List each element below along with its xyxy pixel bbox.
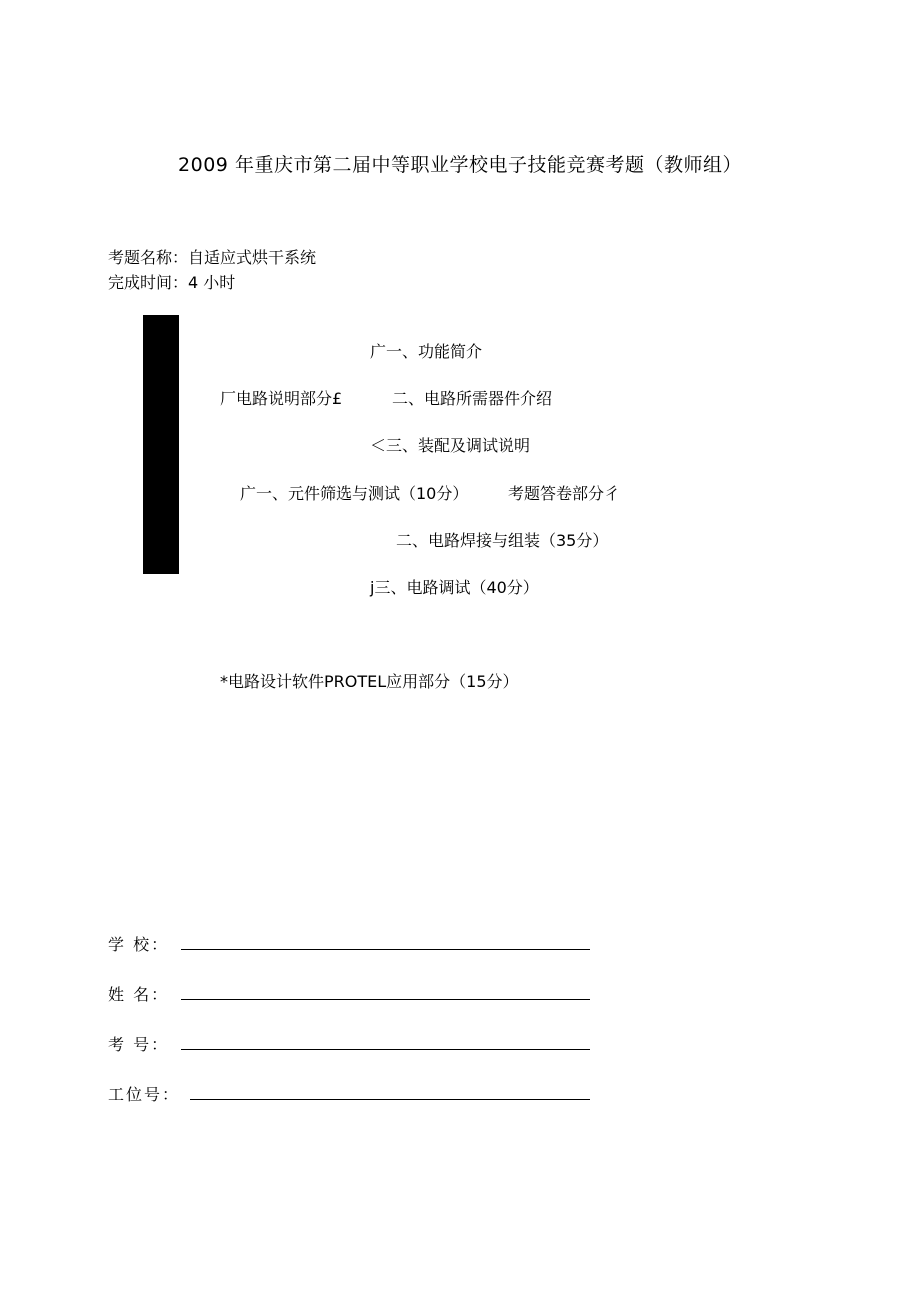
station-number-label: 工位号：: [108, 1085, 181, 1104]
outline-item-assembly-debug: ＜三、装配及调试说明: [370, 436, 531, 455]
school-label: 学 校：: [108, 935, 170, 954]
station-number-input-line[interactable]: [190, 1099, 590, 1100]
outline-item-protel-design: *电路设计软件PROTEL应用部分（15分）: [220, 672, 519, 691]
exam-duration: 完成时间：4 小时: [108, 273, 236, 292]
outline-item-component-testing: 广一、元件筛选与测试（10分）: [240, 484, 469, 503]
outline-section-answer-sheet: 考题答卷部分彳: [508, 484, 621, 503]
outline-section-circuit-description: 厂电路说明部分£: [220, 389, 343, 408]
name-input-line[interactable]: [181, 999, 590, 1000]
exam-number-label: 考 号：: [108, 1035, 170, 1054]
school-input-line[interactable]: [181, 949, 590, 950]
name-label: 姓 名：: [108, 985, 170, 1004]
outline-item-circuit-debug: j三、电路调试（40分）: [370, 578, 539, 597]
exam-number-input-line[interactable]: [181, 1049, 590, 1050]
outline-item-components-intro: 二、电路所需器件介绍: [392, 389, 553, 408]
page-title: 2009 年重庆市第二届中等职业学校电子技能竞赛考题（教师组）: [178, 154, 742, 176]
outline-item-soldering-assembly: 二、电路焊接与组装（35分）: [396, 531, 609, 550]
outline-item-function-intro: 广一、功能简介: [370, 342, 483, 361]
exam-name: 考题名称：自适应式烘干系统: [108, 248, 317, 267]
black-bracket-bar: [143, 315, 179, 574]
